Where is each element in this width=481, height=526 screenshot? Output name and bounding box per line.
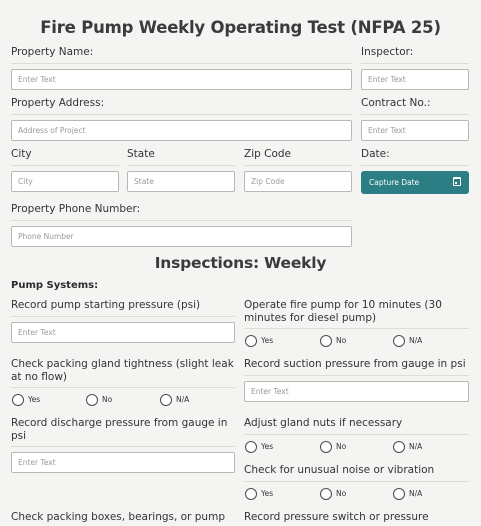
phone-label: Property Phone Number: <box>11 203 141 215</box>
noise-no-radio[interactable] <box>320 488 332 500</box>
operate-pump-yes-radio[interactable] <box>245 335 257 347</box>
packing-gland-label: Check packing gland tightness (slight leak at no flow) <box>11 358 234 383</box>
no-label: No <box>336 489 347 498</box>
yes-label: Yes <box>28 395 41 404</box>
contract-no-label: Contract No.: <box>361 97 431 109</box>
na-label: N/A <box>409 489 423 498</box>
inspector-input[interactable]: Enter Text <box>361 69 469 90</box>
pump-starting-pressure-input[interactable]: Enter Text <box>11 322 235 343</box>
no-label: No <box>336 442 347 451</box>
inspector-label: Inspector: <box>361 46 414 58</box>
phone-input[interactable]: Phone Number <box>11 226 352 247</box>
city-label: City <box>11 148 32 160</box>
operate-pump-no-radio[interactable] <box>320 335 332 347</box>
pump-starting-pressure-label: Record pump starting pressure (psi) <box>11 299 201 311</box>
gland-nuts-na-radio[interactable] <box>393 441 405 453</box>
adjust-gland-nuts-label: Adjust gland nuts if necessary <box>244 417 403 429</box>
divider <box>361 63 469 64</box>
packing-boxes-label: Check packing boxes, bearings, or pump <box>11 511 225 523</box>
divider <box>244 481 469 482</box>
discharge-pressure-input[interactable]: Enter Text <box>11 452 235 473</box>
zip-code-input[interactable]: Zip Code <box>244 171 352 192</box>
divider <box>11 316 235 317</box>
divider <box>11 165 119 166</box>
yes-label: Yes <box>261 336 274 345</box>
divider <box>11 63 352 64</box>
no-label: No <box>336 336 347 345</box>
noise-na-radio[interactable] <box>393 488 405 500</box>
divider <box>11 387 235 388</box>
yes-label: Yes <box>261 489 274 498</box>
section-title: Inspections: Weekly <box>154 254 327 272</box>
date-label: Date: <box>361 148 390 160</box>
property-name-input[interactable]: Enter Text <box>11 69 352 90</box>
state-input[interactable]: State <box>127 171 235 192</box>
divider <box>11 446 235 447</box>
operate-fire-pump-label: Operate fire pump for 10 minutes (30 minutes for diesel pump) <box>244 299 442 324</box>
packing-gland-no-radio[interactable] <box>86 394 98 406</box>
suction-pressure-label: Record suction pressure from gauge in psi <box>244 358 466 370</box>
property-name-label: Property Name: <box>11 46 94 58</box>
divider <box>361 165 469 166</box>
city-input[interactable]: City <box>11 171 119 192</box>
divider <box>127 165 235 166</box>
page-title: Fire Pump Weekly Operating Test (NFPA 25) <box>40 18 441 37</box>
noise-yes-radio[interactable] <box>245 488 257 500</box>
na-label: N/A <box>409 442 423 451</box>
property-address-label: Property Address: <box>11 97 105 109</box>
property-address-input[interactable]: Address of Project <box>11 120 352 141</box>
zip-code-label: Zip Code <box>244 148 291 160</box>
suction-pressure-input[interactable]: Enter Text <box>244 381 469 402</box>
divider <box>361 114 469 115</box>
contract-no-input[interactable]: Enter Text <box>361 120 469 141</box>
operate-pump-na-radio[interactable] <box>393 335 405 347</box>
divider <box>244 165 352 166</box>
discharge-pressure-label: Record discharge pressure from gauge in psi <box>11 417 228 442</box>
subsection-title: Pump Systems: <box>11 280 99 291</box>
capture-date-label: Capture Date <box>369 178 420 187</box>
state-label: State <box>127 148 155 160</box>
unusual-noise-label: Check for unusual noise or vibration <box>244 464 435 476</box>
divider <box>11 220 352 221</box>
na-label: N/A <box>176 395 190 404</box>
packing-gland-na-radio[interactable] <box>160 394 172 406</box>
divider <box>244 328 469 329</box>
divider <box>11 114 352 115</box>
packing-gland-yes-radio[interactable] <box>12 394 24 406</box>
no-label: No <box>102 395 113 404</box>
gland-nuts-no-radio[interactable] <box>320 441 332 453</box>
capture-date-button[interactable] <box>361 171 469 194</box>
divider <box>244 375 469 376</box>
yes-label: Yes <box>261 442 274 451</box>
pressure-switch-label: Record pressure switch or pressure <box>244 511 429 523</box>
divider <box>244 434 469 435</box>
calendar-icon <box>453 177 461 186</box>
gland-nuts-yes-radio[interactable] <box>245 441 257 453</box>
na-label: N/A <box>409 336 423 345</box>
